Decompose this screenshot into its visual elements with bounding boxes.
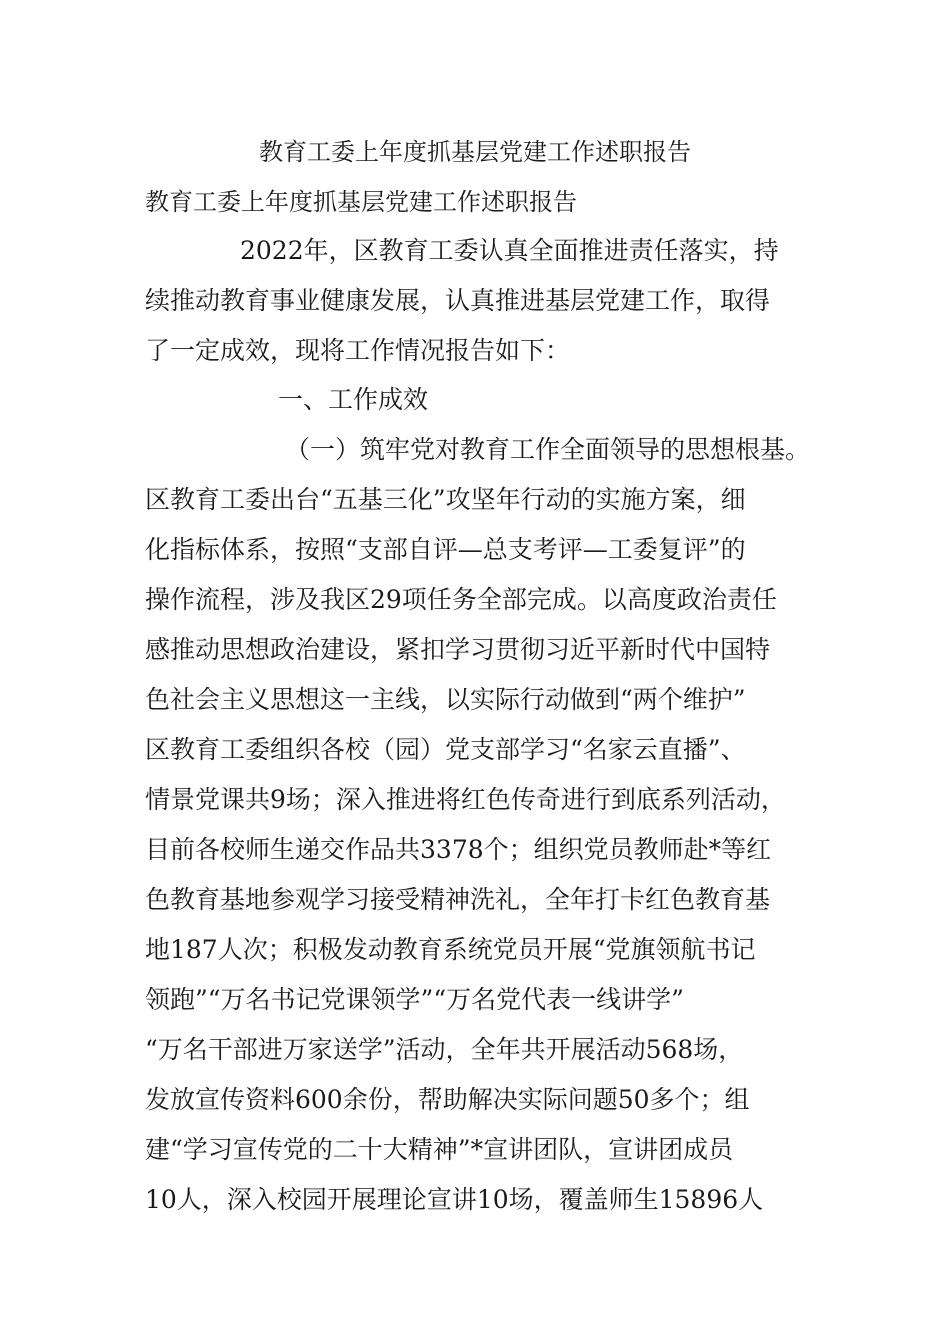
document-subtitle: 教育工委上年度抓基层党建工作述职报告 (145, 188, 577, 216)
paragraph-line: 区教育工委组织各校（园）党支部学习“名家云直播”、 (145, 735, 746, 764)
paragraph-line: 了一定成效，现将工作情况报告如下： (145, 336, 571, 365)
paragraph-line: 10人，深入校园开展理论宣讲10场，覆盖师生15896人 (145, 1185, 764, 1214)
paragraph-line: 化指标体系，按照“支部自评—总支考评—工委复评”的 (145, 535, 746, 564)
subsection-heading: （一）筑牢党对教育工作全面领导的思想根基。 (285, 435, 811, 464)
paragraph-line: 色社会主义思想这一主线，以实际行动做到“两个维护” (145, 685, 746, 714)
paragraph-line: 情景党课共9场；深入推进将红色传奇进行到底系列活动， (145, 785, 786, 814)
paragraph-line: “万名干部进万家送学”活动，全年共开展活动568场， (145, 1035, 744, 1064)
paragraph-line: 操作流程，涉及我区29项任务全部完成。以高度政治责任 (145, 585, 777, 614)
paragraph-line: 发放宣传资料600余份，帮助解决实际问题50多个；组 (145, 1085, 750, 1114)
paragraph-line: 目前各校师生递交作品共3378个；组织党员教师赴*等红 (145, 835, 772, 864)
paragraph-line: 色教育基地参观学习接受精神洗礼，全年打卡红色教育基 (145, 885, 771, 914)
paragraph-line: 区教育工委出台“五基三化”攻坚年行动的实施方案，细 (145, 485, 746, 514)
paragraph-line: 领跑”“万名书记党课领学”“万名党代表一线讲学” (145, 985, 684, 1014)
paragraph-line: 建“学习宣传党的二十大精神”*宣讲团队，宣讲团成员 (145, 1135, 734, 1164)
paragraph-line: 2022年，区教育工委认真全面推进责任落实，持 (240, 236, 779, 265)
paragraph-line: 感推动思想政治建设，紧扣学习贯彻习近平新时代中国特 (145, 635, 771, 664)
document-title: 教育工委上年度抓基层党建工作述职报告 (259, 138, 691, 166)
paragraph-line: 地187人次；积极发动教育系统党员开展“党旗领航书记 (145, 935, 756, 964)
paragraph-line: 续推动教育事业健康发展，认真推进基层党建工作，取得 (145, 286, 771, 315)
section-heading: 一、工作成效 (278, 385, 429, 414)
